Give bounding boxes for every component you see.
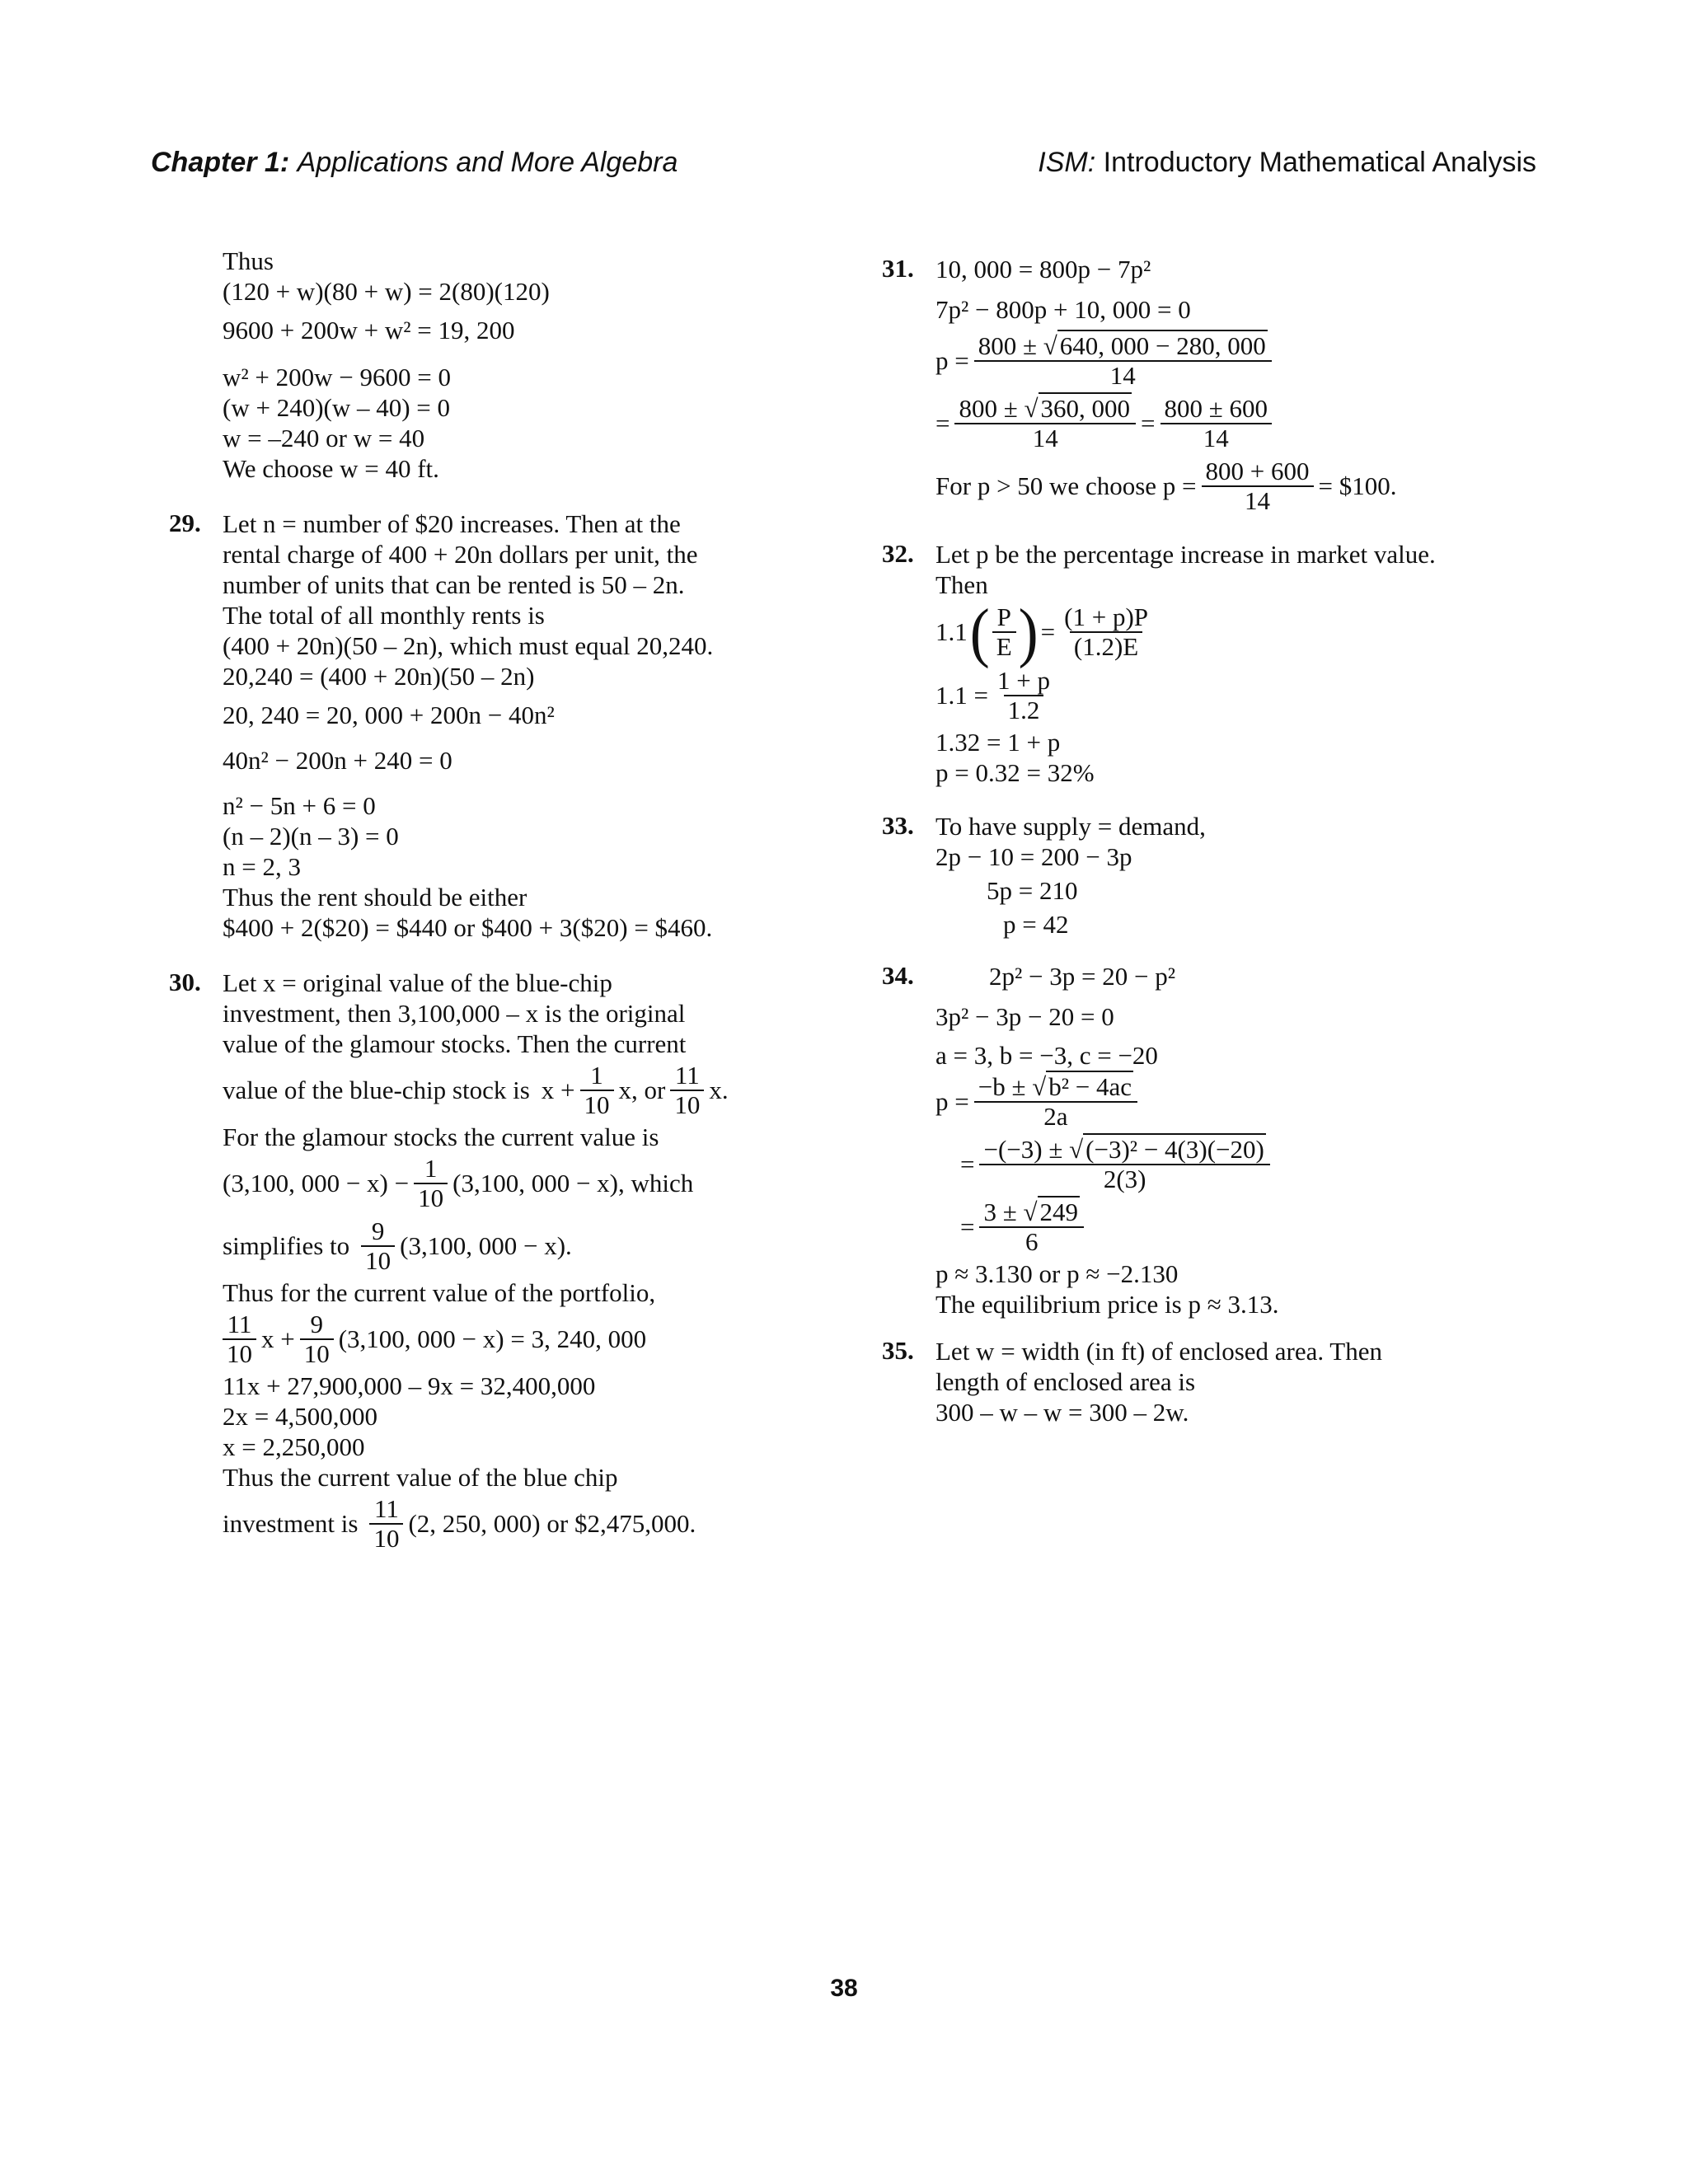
fraction: $\frac{800 \pm 600}{14}$ <box>1160 395 1273 452</box>
book-label: ISM: <box>1038 147 1096 178</box>
equation-line: 1.1 = $\frac{1 + p}{1.2}$ <box>935 664 1541 727</box>
problem-number: 30. <box>169 968 201 996</box>
text-line: To have supply = demand, <box>935 812 1206 841</box>
equation-line: p = 0.32 = 32% <box>935 758 1095 787</box>
fraction: $\frac{\text{−b ± √b² − 4ac}}{2a}$ <box>974 1073 1137 1131</box>
equation-line: p = 42 <box>1003 910 1069 939</box>
text-line: $400 + 2($20) = $440 or $400 + 3($20) = $460. <box>223 913 713 942</box>
text-line: For the glamour stocks the current value is <box>223 1122 659 1151</box>
problem-29 <box>169 509 845 943</box>
equation-line: 9600 + 200w + w² = 19, 200 <box>223 316 515 344</box>
fraction: $\frac{1}{10}$ <box>580 1062 614 1119</box>
problem-31 <box>882 254 1541 518</box>
text-line: The equilibrium price is p ≈ 3.13. <box>935 1290 1279 1319</box>
equation-line: (w + 240)(w – 40) = 0 <box>223 393 451 422</box>
equation-line: 1.32 = 1 + p <box>935 728 1061 757</box>
equation-line: 3p² − 3p − 20 = 0 <box>935 1002 1114 1031</box>
problem-number: 34. <box>882 961 914 990</box>
equation-line: a = 3, b = −3, c = −20 <box>935 1041 1158 1070</box>
text-line: rental charge of 400 + 20n dollars per unit, the <box>223 540 698 569</box>
equation-line: simplifies to $\frac{9}{10}$ (3,100, 000 − x). <box>223 1216 572 1275</box>
text-line: (400 + 20n)(50 – 2n), which must equal 20,240. <box>223 631 714 660</box>
text-line: value of the glamour stocks. Then the current <box>223 1029 687 1058</box>
equation-line: 300 – w – w = 300 – 2w. <box>935 1398 1189 1427</box>
problem-35 <box>882 1336 1541 1427</box>
fraction: $\frac{(1 + p)P}{(1.2)E}$ <box>1064 602 1149 661</box>
equation-line: 7p² − 800p + 10, 000 = 0 <box>935 295 1191 324</box>
equation-line: 1.1 ( $\frac{P}{E}$ ) = $\frac{(1 + p)P}{(1.2)E}$ <box>935 600 1541 664</box>
problem-28-continuation <box>169 246 845 484</box>
equation-line: n² − 5n + 6 = 0 <box>223 791 376 820</box>
text-line: Thus the rent should be either <box>223 883 528 912</box>
text-line: Let x = original value of the blue-chip <box>223 968 612 997</box>
text-line: Let w = width (in ft) of enclosed area. Then <box>935 1337 1383 1366</box>
equation-line: 11x + 27,900,000 – 9x = 32,400,000 <box>223 1371 596 1400</box>
fraction: $\frac{11}{10}$ <box>670 1062 704 1119</box>
problem-30 <box>169 968 845 1555</box>
equation-line: = $\frac{\text{−(−3) ± √(−3)² − 4(3)(−20)}}{2(3)}$ <box>935 1133 1541 1196</box>
equation-line: 5p = 210 <box>987 876 1078 905</box>
text-line: The total of all monthly rents is <box>223 601 545 630</box>
fraction: $\frac{\text{−(−3) ± √(−3)² − 4(3)(−20)}}{2(3)}$ <box>979 1136 1269 1193</box>
fraction: $\frac{P}{E}$ <box>992 603 1016 661</box>
page-number: 38 <box>830 1975 858 2002</box>
text-line: Thus the current value of the blue chip <box>223 1463 618 1492</box>
right-column <box>882 254 1541 1427</box>
problem-number: 32. <box>882 539 914 568</box>
equation-line: (120 + w)(80 + w) = 2(80)(120) <box>223 277 550 306</box>
text-line: We choose w = 40 ft. <box>223 454 439 483</box>
fraction: $\frac{11}{10}$ <box>223 1310 256 1368</box>
equation-line: For p > 50 we choose p = $\frac{800 + 600}{14}$ = $100. <box>935 457 1397 515</box>
problem-number: 29. <box>169 509 201 537</box>
problem-32 <box>882 539 1541 788</box>
equation-line: value of the blue-chip stock is x + $\frac{1}{10}$ x, or $\frac{11}{10}$ x. <box>223 1061 729 1119</box>
book-header <box>1038 147 1536 179</box>
fraction: $\frac{3 \pm √249}{6}$ <box>979 1198 1084 1256</box>
equation-line: 2x = 4,500,000 <box>223 1402 377 1431</box>
text-line: Let p be the percentage increase in market value. <box>935 540 1436 569</box>
fraction: $\frac{800 + 600}{14}$ <box>1202 457 1314 515</box>
equation-line: 2p − 10 = 200 − 3p <box>935 842 1132 871</box>
equation-line: n = 2, 3 <box>223 852 301 881</box>
fraction: $\frac{9}{10}$ <box>300 1310 334 1368</box>
equation-line: = $\frac{3 \pm √249}{6}$ <box>935 1196 1541 1258</box>
left-column <box>169 246 845 1555</box>
text-line: Then <box>935 570 988 599</box>
equation-line: p = $\frac{800 \pm √640, 000 - 280, 000}{14}$ <box>935 330 1541 392</box>
equation-line: w² + 200w − 9600 = 0 <box>223 363 452 391</box>
text-line: Thus <box>223 246 274 275</box>
equation-line: p = $\frac{\text{−b ± √b² − 4ac}}{2a}$ <box>935 1071 1541 1133</box>
equation-line: 10, 000 = 800p − 7p² <box>935 255 1151 284</box>
equation-line: 40n² − 200n + 240 = 0 <box>223 746 452 775</box>
equation-line: (n – 2)(n – 3) = 0 <box>223 822 399 851</box>
problem-number: 31. <box>882 254 914 283</box>
fraction: $\frac{11}{10}$ <box>369 1495 403 1553</box>
equation-line: (3,100, 000 − x) − $\frac{1}{10}$ (3,100, 000 − x), which <box>223 1154 694 1212</box>
equation-line: 20, 240 = 20, 000 + 200n − 40n² <box>223 701 555 729</box>
equation-line: w = –240 or w = 40 <box>223 424 425 452</box>
equation-line: 2p² − 3p = 20 − p² <box>989 962 1176 991</box>
chapter-label: Chapter 1: <box>151 147 290 178</box>
equation-line: x = 2,250,000 <box>223 1432 365 1461</box>
book-title: Introductory Mathematical Analysis <box>1103 147 1536 178</box>
fraction: $\frac{800 \pm √360, 000}{14}$ <box>954 395 1136 452</box>
equation-line: = $\frac{800 \pm √360, 000}{14}$ = $\frac{800 \pm 600}{14}$ <box>935 392 1541 455</box>
chapter-title: Applications and More Algebra <box>297 147 678 178</box>
fraction: $\frac{800 \pm √640, 000 - 280, 000}{14}$ <box>974 332 1272 390</box>
equation-line: 20,240 = (400 + 20n)(50 – 2n) <box>223 662 535 691</box>
text-line: number of units that can be rented is 50 – 2n. <box>223 570 685 599</box>
fraction: $\frac{9}{10}$ <box>361 1217 395 1275</box>
fraction: $\frac{1 + p}{1.2}$ <box>996 666 1050 724</box>
equation-line: $\frac{11}{10}$ x + $\frac{9}{10}$ (3,100, 000 − x) = 3, 240, 000 <box>223 1308 845 1371</box>
paren-close: ) <box>1018 595 1039 669</box>
fraction: $\frac{1}{10}$ <box>414 1155 448 1212</box>
problem-33 <box>882 811 1541 940</box>
equation-line: investment is $\frac{11}{10}$ (2, 250, 000) or $2,475,000. <box>223 1494 696 1553</box>
problem-number: 33. <box>882 811 914 840</box>
text-line: Let n = number of $20 increases. Then at the <box>223 509 681 538</box>
text-line: length of enclosed area is <box>935 1367 1196 1396</box>
text-line: investment, then 3,100,000 – x is the original <box>223 999 686 1028</box>
text-line: Thus for the current value of the portfolio, <box>223 1278 656 1307</box>
equation-line: p ≈ 3.130 or p ≈ −2.130 <box>935 1259 1179 1288</box>
problem-34 <box>882 961 1541 1319</box>
chapter-header <box>151 147 678 179</box>
problem-number: 35. <box>882 1336 914 1365</box>
paren-open: ( <box>969 595 990 669</box>
